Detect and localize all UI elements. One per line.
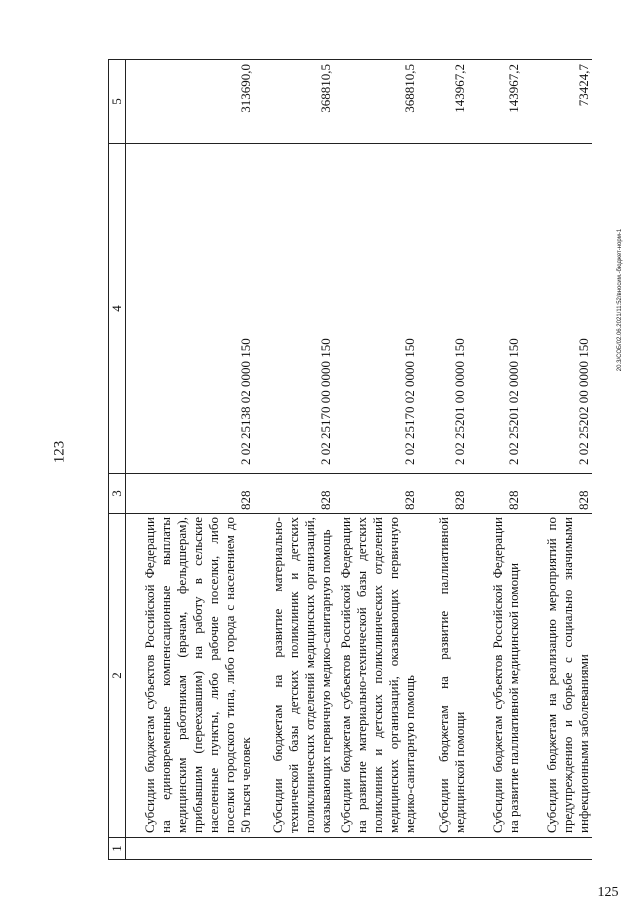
amount-cell: 368810,5: [254, 60, 334, 144]
description-cell: Субсидии бюджетам на развитие паллиативной медицинской помощи: [418, 514, 468, 838]
folio-number: 125: [597, 885, 619, 900]
description-cell: Субсидии бюджетам на реализацию мероприятий по предупреждению и борьбе с социально значимыми инфекционными заболеваниями: [522, 514, 592, 838]
description-cell: Субсидии бюджетам субъектов Российской Федерации на развитие паллиативной медицинской помощи: [468, 514, 522, 838]
header-col-4: 4: [109, 144, 126, 474]
table-row: [468, 60, 522, 860]
table-row: [418, 60, 468, 860]
amount-cell: 368810,5: [334, 60, 418, 144]
header-col-2: 2: [109, 514, 126, 838]
header-row: [109, 60, 126, 860]
header-col-5: 5: [109, 60, 126, 144]
row-number-cell: [468, 838, 522, 860]
description-cell: Субсидии бюджетам субъектов Российской Федерации на развитие материально-технической базы детских поликлиник и детских поликлинических отделений медицинских организаций, оказывающих первичную медико-санитарную помощь: [334, 514, 418, 838]
header-col-1: 1: [109, 838, 126, 860]
description-cell: Субсидии бюджетам на развитие материально-технической базы детских поликлиник и детских поликлинических отделений медицинских организаций, оказывающих первичную медико-санитарную помощь: [254, 514, 334, 838]
table-row: [254, 60, 334, 860]
description-cell: Субсидии бюджетам субъектов Российской Федерации на единовременные компенсационные выплаты медицинским работникам (врачам, фельдшерам), прибывшим (переехавшим) на работу в сельские населенные пункты, либо рабочие поселки, либо поселки городского типа, либо города с населением до 50 тысяч человек: [126, 514, 254, 838]
revenue-code-cell: 2 02 25201 02 0000 150: [468, 144, 522, 474]
department-code-cell: 828: [126, 474, 254, 514]
row-number-cell: [334, 838, 418, 860]
department-code-cell: 828: [468, 474, 522, 514]
revenue-code-cell: 2 02 25201 00 0000 150: [418, 144, 468, 474]
amount-cell: 143967,2: [418, 60, 468, 144]
row-number-cell: [418, 838, 468, 860]
amount-cell: 143967,2: [468, 60, 522, 144]
table-row: [126, 60, 254, 860]
page-number: 123: [51, 440, 68, 464]
department-code-cell: 828: [254, 474, 334, 514]
amount-cell: 73424,7: [522, 60, 592, 144]
row-number-cell: [522, 838, 592, 860]
revenue-code-cell: 2 02 25202 00 0000 150: [522, 144, 592, 474]
department-code-cell: 828: [334, 474, 418, 514]
rotated-table-wrapper: [108, 60, 591, 860]
revenue-code-cell: 2 02 25170 00 0000 150: [254, 144, 334, 474]
table-row: [522, 60, 592, 860]
department-code-cell: 828: [418, 474, 468, 514]
row-number-cell: [126, 838, 254, 860]
budget-table: [108, 59, 592, 860]
revenue-code-cell: 2 02 25170 02 0000 150: [334, 144, 418, 474]
department-code-cell: 828: [522, 474, 592, 514]
header-col-3: 3: [109, 474, 126, 514]
amount-cell: 313690,0: [126, 60, 254, 144]
table-row: [334, 60, 418, 860]
row-number-cell: [254, 838, 334, 860]
revenue-code-cell: 2 02 25138 02 0000 150: [126, 144, 254, 474]
footer-code: 20.3/СОБ/02.06.2021/11:52/вносим.-бюджет-норм-1: [617, 228, 623, 372]
